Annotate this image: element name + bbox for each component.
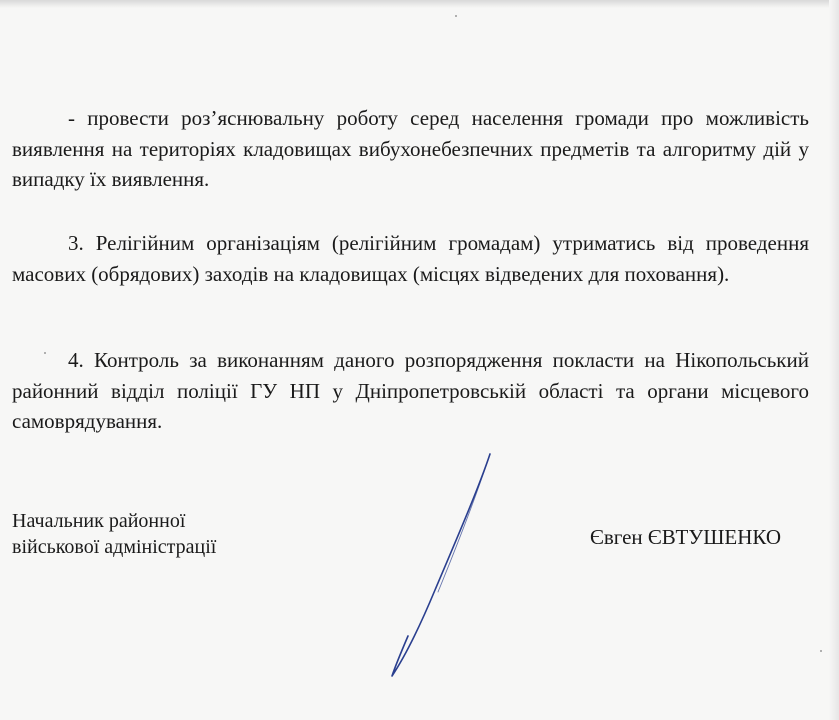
paragraph-religious-organizations: 3. Релігійним організаціям (релігійним громадам) утриматись від проведення масових (обрядових) заходів на кладовищах (місцях відведених для поховання). [12,231,809,286]
signatory-position [12,508,216,560]
paper-speck [44,352,46,354]
paragraph-control: 4. Контроль за виконанням даного розпорядження покласти на Нікопольський районний відділ поліції ГУ НП у Дніпропетровській області та органи місцевого самоврядування. [12,348,809,433]
signatory-position-line-2: військової адміністрації [12,536,217,558]
page-top-edge [0,0,839,8]
paper-speck [820,650,822,652]
paper-speck [455,15,457,17]
paragraph-explanatory-work: - провести роз’яснювальну роботу серед населення громади про можливість виявлення на територіях кладовищах вибухонебезпечних предметів та алгоритму дій у випадку їх виявлення. [12,106,809,191]
signatory-position-line-1: Начальник районної [12,510,186,532]
signatory-name: Євген ЄВТУШЕНКО [590,525,782,549]
handwritten-signature [380,450,510,685]
page-right-edge [829,0,839,720]
